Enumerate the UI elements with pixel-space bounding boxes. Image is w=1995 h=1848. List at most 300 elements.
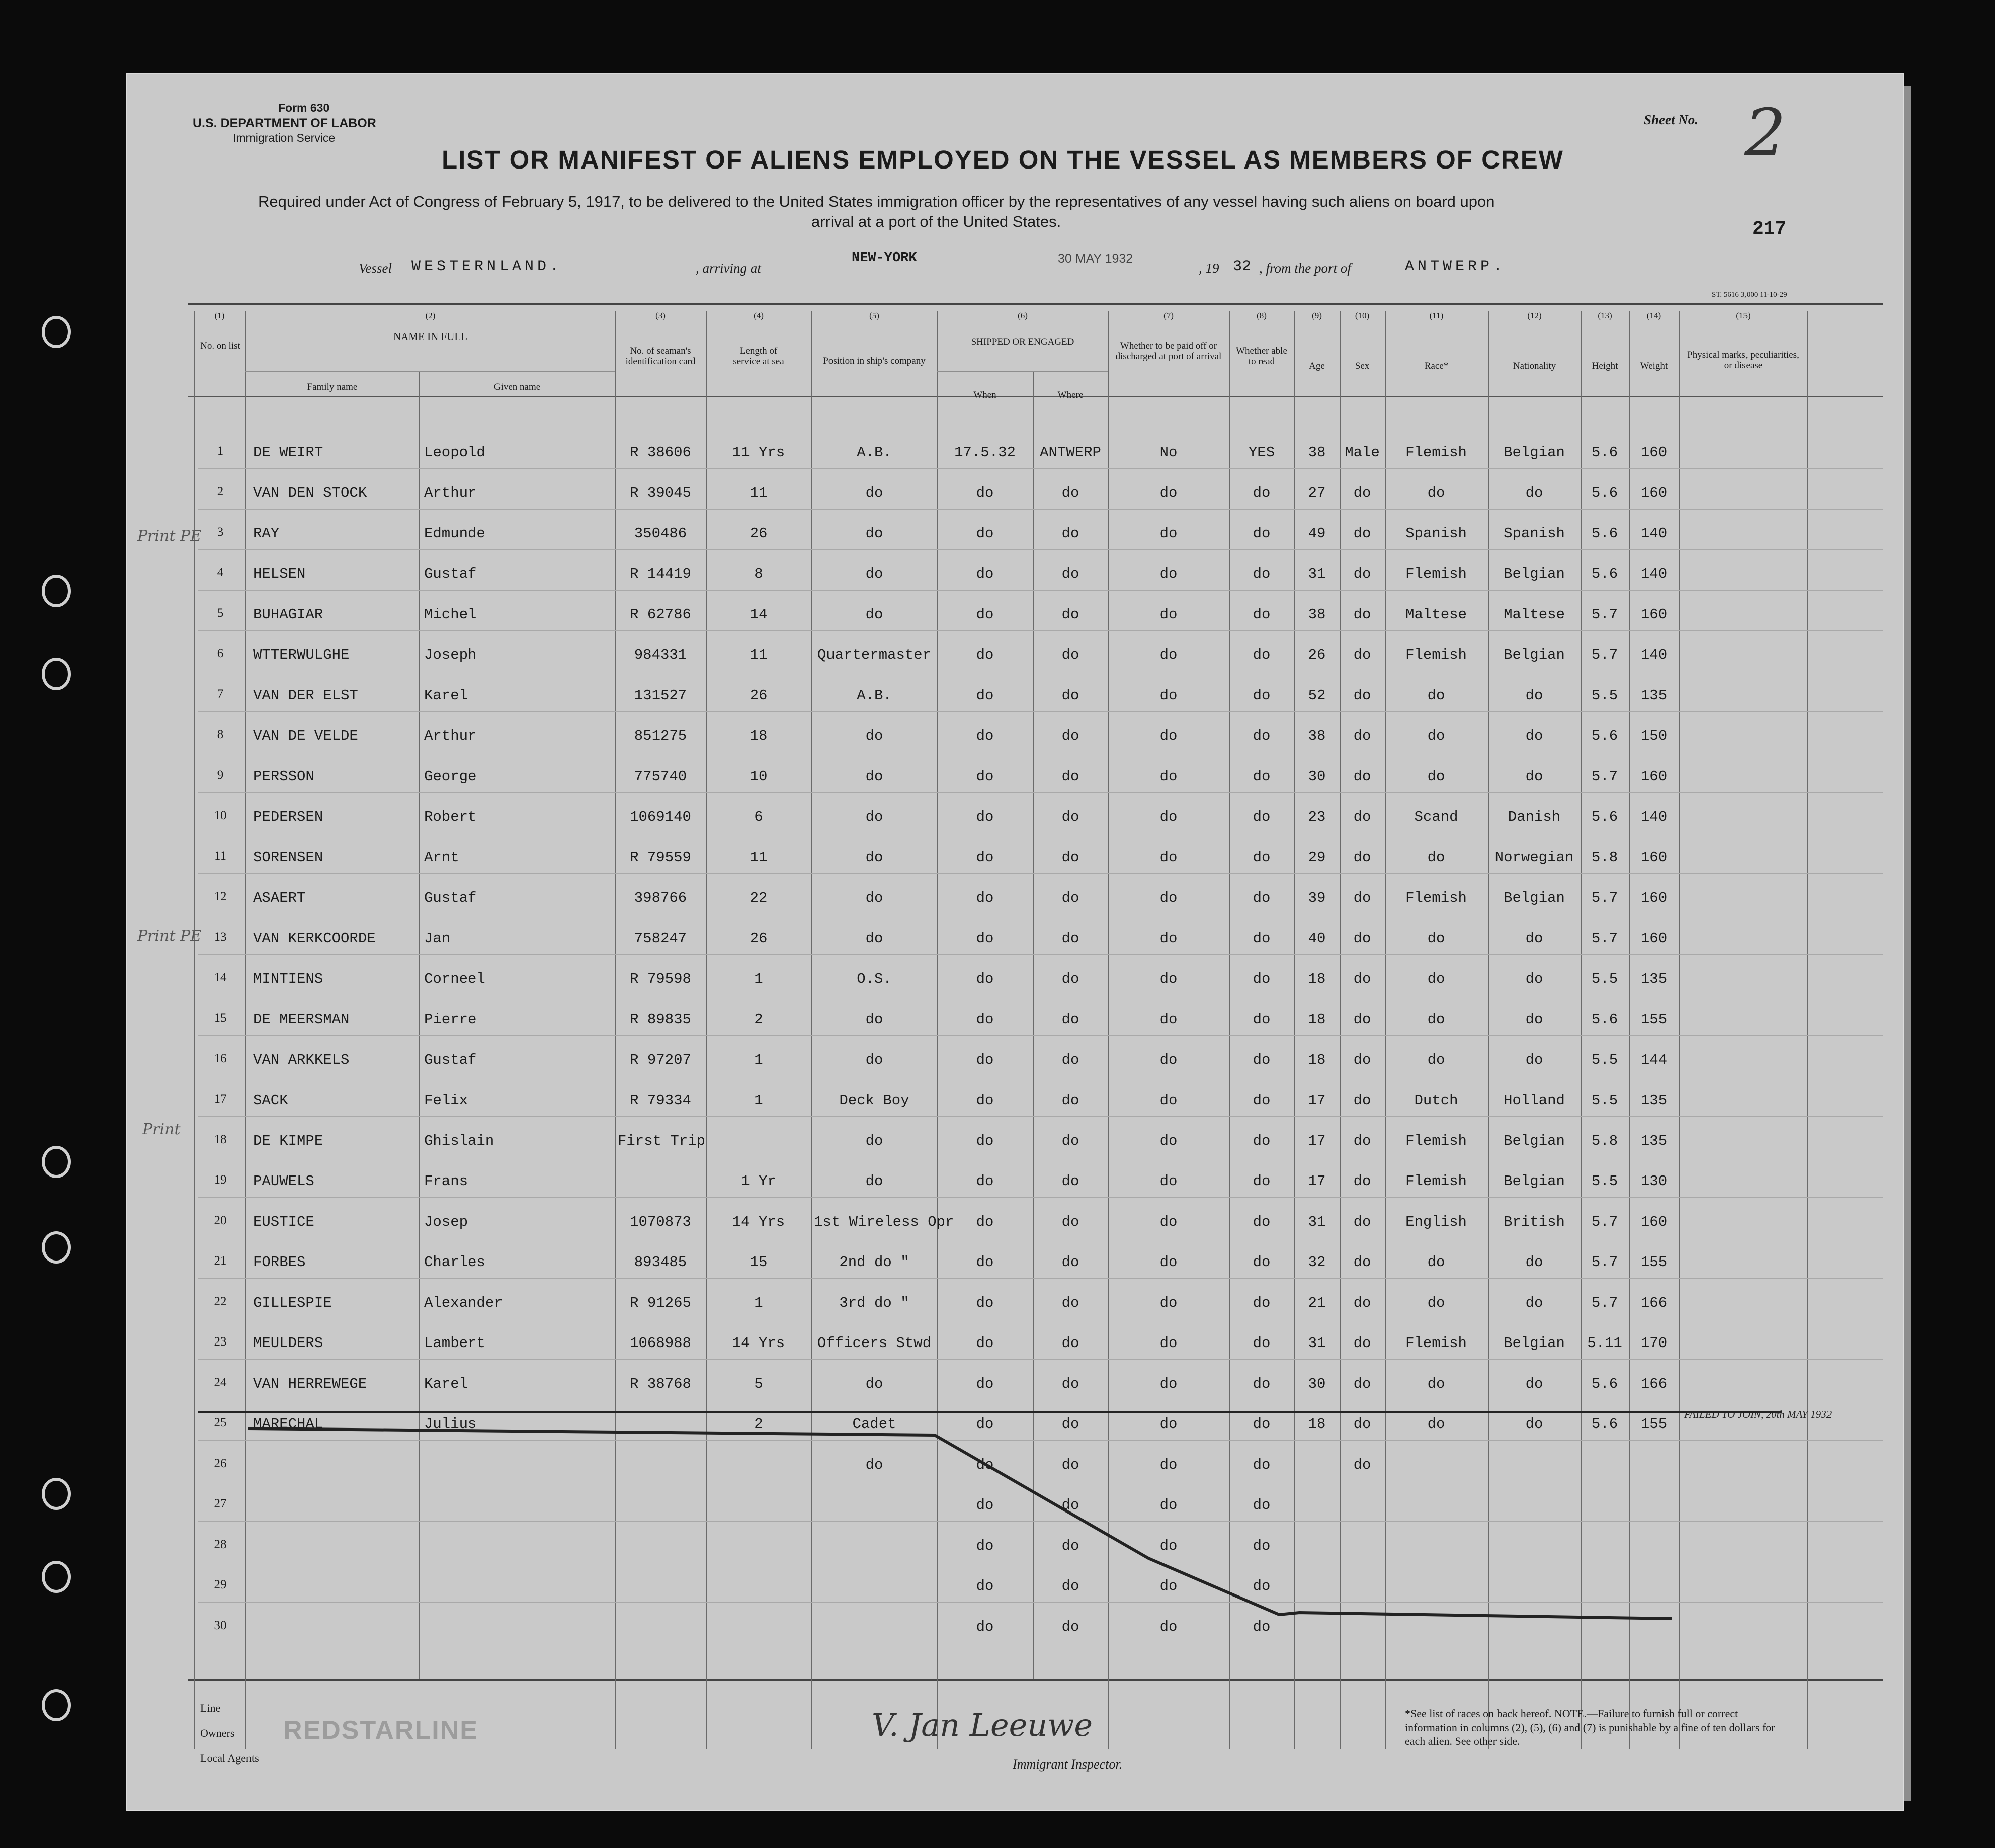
table-cell-race: do: [1427, 1051, 1445, 1068]
punch-hole-icon: [42, 1561, 71, 1593]
table-cell-read: do: [1253, 565, 1271, 582]
table-cell-service: 6: [754, 808, 763, 825]
punch-hole-icon: [42, 575, 71, 607]
table-cell-when: do: [976, 606, 994, 623]
table-cell-family: HELSEN: [253, 565, 306, 582]
table-cell-race: Flemish: [1405, 646, 1467, 663]
table-cell-given: Julius: [424, 1416, 477, 1433]
table-cell-card: 775740: [634, 768, 687, 785]
table-cell-height: 5.6: [1591, 727, 1618, 744]
table-cell-position: Cadet: [852, 1416, 896, 1433]
table-cell-given: Michel: [424, 606, 477, 623]
table-cell-card: 984331: [634, 646, 687, 663]
manifest-sheet: [126, 73, 1904, 1811]
page-title: LIST OR MANIFEST OF ALIENS EMPLOYED ON THE VESSEL AS MEMBERS OF CREW: [442, 145, 1564, 174]
table-cell-weight: 135: [1640, 687, 1668, 704]
table-cell-when: do: [976, 1335, 994, 1352]
col-num-7: (7): [1163, 311, 1174, 320]
col-num-8: (8): [1257, 311, 1267, 320]
table-cell-family: GILLESPIE: [253, 1294, 332, 1311]
table-cell-paid: do: [1159, 727, 1178, 744]
table-cell-family: FORBES: [253, 1254, 306, 1271]
table-cell-where: do: [1061, 687, 1079, 704]
table-cell-height: 5.7: [1591, 768, 1618, 785]
table-cell-nationality: do: [1525, 727, 1543, 744]
year-prefix: , 19: [1199, 261, 1219, 276]
table-cell-card: 350486: [634, 525, 687, 542]
table-cell-given: Joseph: [424, 646, 477, 663]
table-cell-paid: do: [1159, 1456, 1178, 1473]
col-num-1: (1): [214, 311, 225, 320]
col-num-3: (3): [655, 311, 666, 320]
table-cell-nationality: Belgian: [1504, 646, 1565, 663]
table-cell-height: 5.7: [1591, 1294, 1618, 1311]
table-cell-height: 5.6: [1591, 808, 1618, 825]
col-head-no: No. on list: [200, 341, 240, 351]
table-cell-read: YES: [1248, 444, 1275, 461]
table-cell-card: R 79559: [630, 849, 691, 866]
table-cell-when: do: [976, 727, 994, 744]
table-cell-where: do: [1061, 768, 1079, 785]
owner-stamp: REDSTARLINE: [283, 1716, 478, 1745]
table-cell-no: 15: [214, 1011, 227, 1025]
table-cell-sex: do: [1353, 1294, 1371, 1311]
table-cell-race: Flemish: [1405, 889, 1467, 906]
table-cell-height: 5.11: [1587, 1335, 1622, 1352]
table-cell-read: do: [1253, 1132, 1271, 1149]
table-cell-when: do: [976, 484, 994, 501]
subtitle-line-1: Required under Act of Congress of February 5, 1917, to be delivered to the United States immigration officer by the representatives of any vessel having such aliens on board upon: [258, 193, 1495, 210]
table-cell-card: R 39045: [630, 484, 691, 501]
table-cell-height: 5.6: [1591, 1011, 1618, 1028]
table-cell-sex: do: [1353, 1456, 1371, 1473]
table-cell-family: ASAERT: [253, 889, 306, 906]
table-cell-given: Gustaf: [424, 889, 477, 906]
table-cell-card: 1068988: [630, 1335, 691, 1352]
print-code: ST. 5616 3,000 11-10-29: [1712, 291, 1787, 299]
table-cell-read: do: [1253, 768, 1271, 785]
table-cell-nationality: do: [1525, 1254, 1543, 1271]
table-cell-sex: do: [1353, 1132, 1371, 1149]
punch-hole-icon: [42, 658, 71, 690]
table-cell-given: Jan: [424, 930, 451, 947]
table-cell-service: 1: [754, 1092, 763, 1109]
col-num-6: (6): [1018, 311, 1028, 320]
col-num-10: (10): [1355, 311, 1370, 320]
table-cell-race: do: [1427, 768, 1445, 785]
table-cell-sex: do: [1353, 1416, 1371, 1433]
table-cell-no: 25: [214, 1416, 227, 1430]
table-cell-nationality: British: [1504, 1213, 1565, 1230]
table-cell-read: do: [1253, 1618, 1271, 1635]
table-cell-nationality: Holland: [1504, 1092, 1565, 1109]
table-cell-position: 2nd do ": [839, 1254, 909, 1271]
col-head-service: Length of service at sea: [733, 346, 784, 367]
table-cell-nationality: do: [1525, 930, 1543, 947]
table-cell-when: do: [976, 1497, 994, 1514]
table-cell-given: George: [424, 768, 477, 785]
table-cell-paid: do: [1159, 1618, 1178, 1635]
table-cell-no: 26: [214, 1456, 227, 1470]
col-head-paid: Whether to be paid off or discharged at port of arrival: [1115, 341, 1222, 362]
table-cell-given: Ghislain: [424, 1132, 494, 1149]
table-cell-no: 18: [214, 1132, 227, 1146]
table-cell-given: Charles: [424, 1254, 485, 1271]
table-cell-race: Maltese: [1405, 606, 1467, 623]
table-cell-no: 1: [217, 444, 224, 458]
table-cell-when: do: [976, 687, 994, 704]
table-cell-height: 5.7: [1591, 646, 1618, 663]
table-cell-nationality: Belgian: [1504, 1335, 1565, 1352]
table-cell-age: 38: [1308, 727, 1326, 744]
table-cell-sex: do: [1353, 606, 1371, 623]
table-cell-nationality: do: [1525, 1294, 1543, 1311]
table-cell-given: Gustaf: [424, 1051, 477, 1068]
table-cell-weight: 144: [1640, 1051, 1668, 1068]
table-cell-read: do: [1253, 646, 1271, 663]
table-cell-age: 40: [1308, 930, 1326, 947]
table-cell-position: A.B.: [857, 444, 892, 461]
table-cell-read: do: [1253, 606, 1271, 623]
table-cell-read: do: [1253, 1051, 1271, 1068]
table-cell-no: 6: [217, 646, 224, 660]
table-cell-read: do: [1253, 889, 1271, 906]
table-cell-service: 26: [750, 525, 768, 542]
margin-mark: Print PE: [137, 927, 202, 945]
table-cell-height: 5.6: [1591, 1416, 1618, 1433]
table-cell-position: do: [865, 930, 883, 947]
table-cell-weight: 160: [1640, 484, 1668, 501]
table-cell-when: do: [976, 1578, 994, 1594]
table-cell-race: Flemish: [1405, 1173, 1467, 1190]
table-cell-no: 11: [214, 849, 227, 863]
table-cell-read: do: [1253, 727, 1271, 744]
table-cell-given: Felix: [424, 1092, 468, 1109]
table-cell-read: do: [1253, 525, 1271, 542]
table-cell-weight: 140: [1640, 808, 1668, 825]
table-cell-given: Karel: [424, 687, 468, 704]
table-cell-position: do: [865, 606, 883, 623]
table-cell-age: 38: [1308, 606, 1326, 623]
punch-hole-icon: [42, 1146, 71, 1178]
table-cell-weight: 140: [1640, 646, 1668, 663]
vessel-name: WESTERNLAND.: [411, 258, 563, 275]
cancellation-line: [127, 74, 1903, 1810]
table-cell-service: 11 Yrs: [732, 444, 785, 461]
table-cell-race: Spanish: [1405, 525, 1467, 542]
table-cell-read: do: [1253, 1375, 1271, 1392]
table-cell-race: do: [1427, 849, 1445, 866]
table-cell-height: 5.5: [1591, 1051, 1618, 1068]
table-cell-where: ANTWERP: [1040, 444, 1101, 461]
col-head-marks: Physical marks, peculiarities, or disease: [1687, 350, 1799, 371]
table-cell-where: do: [1061, 1092, 1079, 1109]
table-cell-position: do: [865, 808, 883, 825]
col-head-height: Height: [1592, 361, 1618, 371]
table-cell-race: do: [1427, 1416, 1445, 1433]
table-cell-card: 851275: [634, 727, 687, 744]
table-cell-sex: do: [1353, 646, 1371, 663]
col-head-read: Whether able to read: [1236, 346, 1287, 367]
date-stamp: 30 MAY 1932: [1058, 251, 1133, 266]
table-cell-when: do: [976, 1456, 994, 1473]
table-cell-nationality: Belgian: [1504, 565, 1565, 582]
table-cell-weight: 170: [1640, 1335, 1668, 1352]
table-cell-weight: 160: [1640, 930, 1668, 947]
table-cell-read: do: [1253, 1456, 1271, 1473]
table-cell-service: 2: [754, 1011, 763, 1028]
table-cell-family: PAUWELS: [253, 1173, 314, 1190]
table-cell-weight: 155: [1640, 1416, 1668, 1433]
table-cell-where: do: [1061, 1335, 1079, 1352]
table-cell-card: 1070873: [630, 1213, 691, 1230]
table-cell-height: 5.7: [1591, 1213, 1618, 1230]
table-cell-paid: do: [1159, 1132, 1178, 1149]
table-cell-age: 31: [1308, 565, 1326, 582]
table-cell-given: Arthur: [424, 727, 477, 744]
table-cell-nationality: Belgian: [1504, 444, 1565, 461]
table-cell-read: do: [1253, 484, 1271, 501]
punch-hole-icon: [42, 316, 71, 348]
table-cell-when: do: [976, 1537, 994, 1554]
table-cell-card: 893485: [634, 1254, 687, 1271]
table-cell-age: 27: [1308, 484, 1326, 501]
table-cell-when: 17.5.32: [954, 444, 1016, 461]
table-cell-height: 5.5: [1591, 1173, 1618, 1190]
table-cell-read: do: [1253, 1578, 1271, 1594]
table-cell-card: R 62786: [630, 606, 691, 623]
table-cell-height: 5.7: [1591, 930, 1618, 947]
table-cell-race: do: [1427, 484, 1445, 501]
table-cell-age: 17: [1308, 1173, 1326, 1190]
table-cell-no: 29: [214, 1578, 227, 1591]
table-cell-race: Scand: [1414, 808, 1458, 825]
table-cell-family: MINTIENS: [253, 970, 323, 987]
table-cell-given: Arthur: [424, 484, 477, 501]
table-cell-no: 5: [217, 606, 224, 620]
table-cell-sex: do: [1353, 1254, 1371, 1271]
col-num-12: (12): [1527, 311, 1542, 320]
table-cell-position: 1st Wireless Opr: [814, 1213, 954, 1230]
table-cell-when: do: [976, 1092, 994, 1109]
table-cell-sex: do: [1353, 1213, 1371, 1230]
table-cell-where: do: [1061, 1011, 1079, 1028]
form-number: Form 630: [278, 101, 330, 114]
col-num-4: (4): [754, 311, 764, 320]
table-cell-where: do: [1061, 525, 1079, 542]
col-head-where: Where: [1057, 390, 1084, 400]
table-cell-family: BUHAGIAR: [253, 606, 323, 623]
table-cell-service: 14 Yrs: [732, 1213, 785, 1230]
table-cell-position: do: [865, 727, 883, 744]
table-cell-family: RAY: [253, 525, 280, 542]
col-num-9: (9): [1312, 311, 1322, 320]
table-cell-no: 20: [214, 1213, 227, 1227]
page-number: 217: [1752, 218, 1787, 240]
table-cell-sex: do: [1353, 484, 1371, 501]
table-cell-read: do: [1253, 1213, 1271, 1230]
table-cell-card: 758247: [634, 930, 687, 947]
col-head-when: When: [973, 390, 996, 400]
table-cell-when: do: [976, 1213, 994, 1230]
inspector-label: Immigrant Inspector.: [1013, 1757, 1123, 1772]
table-cell-age: 18: [1308, 970, 1326, 987]
table-cell-where: do: [1061, 484, 1079, 501]
table-cell-no: 19: [214, 1173, 227, 1187]
table-cell-given: Karel: [424, 1375, 468, 1392]
from-label: , from the port of: [1259, 261, 1351, 276]
table-cell-height: 5.5: [1591, 687, 1618, 704]
table-cell-given: Lambert: [424, 1335, 485, 1352]
table-cell-family: DE KIMPE: [253, 1132, 323, 1149]
table-cell-weight: 160: [1640, 849, 1668, 866]
table-cell-when: do: [976, 1254, 994, 1271]
table-cell-position: Quartermaster: [817, 646, 932, 663]
table-cell-position: do: [865, 849, 883, 866]
table-cell-card: 131527: [634, 687, 687, 704]
table-cell-nationality: Belgian: [1504, 889, 1565, 906]
table-cell-height: 5.6: [1591, 525, 1618, 542]
table-cell-position: do: [865, 1375, 883, 1392]
col-head-family: Family name: [307, 382, 358, 392]
table-cell-age: 31: [1308, 1335, 1326, 1352]
table-cell-where: do: [1061, 1618, 1079, 1635]
table-cell-given: Frans: [424, 1173, 468, 1190]
table-cell-service: 26: [750, 930, 768, 947]
table-cell-position: Officers Stwd: [817, 1335, 932, 1352]
table-cell-height: 5.7: [1591, 606, 1618, 623]
table-cell-given: Corneel: [424, 970, 485, 987]
table-cell-no: 17: [214, 1092, 227, 1106]
col-head-race: Race*: [1424, 361, 1449, 371]
table-cell-sex: do: [1353, 849, 1371, 866]
table-cell-family: DE MEERSMAN: [253, 1011, 350, 1028]
table-cell-race: Flemish: [1405, 565, 1467, 582]
vessel-label: Vessel: [359, 261, 392, 276]
subtitle-line-2: arrival at a port of the United States.: [811, 213, 1061, 230]
table-cell-when: do: [976, 849, 994, 866]
table-cell-no: 3: [217, 525, 224, 539]
table-cell-nationality: do: [1525, 970, 1543, 987]
table-cell-sex: do: [1353, 1051, 1371, 1068]
table-cell-no: 23: [214, 1335, 227, 1349]
table-cell-service: 1: [754, 970, 763, 987]
table-cell-family: EUSTICE: [253, 1213, 314, 1230]
table-cell-weight: 160: [1640, 606, 1668, 623]
table-cell-where: do: [1061, 1537, 1079, 1554]
table-cell-paid: do: [1159, 646, 1178, 663]
table-cell-age: 49: [1308, 525, 1326, 542]
table-cell-where: do: [1061, 970, 1079, 987]
table-cell-service: 5: [754, 1375, 763, 1392]
table-cell-age: 18: [1308, 1416, 1326, 1433]
table-cell-height: 5.8: [1591, 1132, 1618, 1149]
table-cell-where: do: [1061, 1416, 1079, 1433]
table-cell-paid: do: [1159, 930, 1178, 947]
table-cell-sex: do: [1353, 525, 1371, 542]
col-num-5: (5): [869, 311, 879, 320]
table-cell-family: SORENSEN: [253, 849, 323, 866]
table-cell-where: do: [1061, 565, 1079, 582]
table-cell-paid: do: [1159, 565, 1178, 582]
table-cell-family: DE WEIRT: [253, 444, 323, 461]
table-cell-read: do: [1253, 1254, 1271, 1271]
table-cell-no: 30: [214, 1618, 227, 1632]
table-cell-when: do: [976, 1294, 994, 1311]
table-cell-height: 5.8: [1591, 849, 1618, 866]
table-cell-position: do: [865, 1132, 883, 1149]
table-cell-when: do: [976, 889, 994, 906]
table-cell-family: VAN HERREWEGE: [253, 1375, 367, 1392]
table-cell-nationality: do: [1525, 484, 1543, 501]
table-cell-sex: do: [1353, 930, 1371, 947]
table-cell-sex: do: [1353, 1011, 1371, 1028]
table-cell-age: 17: [1308, 1132, 1326, 1149]
department-name: U.S. DEPARTMENT OF LABOR: [193, 116, 376, 130]
table-cell-when: do: [976, 808, 994, 825]
table-cell-read: do: [1253, 1173, 1271, 1190]
table-cell-paid: do: [1159, 1497, 1178, 1514]
table-cell-age: 52: [1308, 687, 1326, 704]
table-cell-read: do: [1253, 1335, 1271, 1352]
table-cell-where: do: [1061, 889, 1079, 906]
table-cell-card: First Trip: [618, 1132, 706, 1149]
col-num-15: (15): [1736, 311, 1751, 320]
table-cell-nationality: Belgian: [1504, 1173, 1565, 1190]
table-cell-sex: do: [1353, 565, 1371, 582]
table-cell-read: do: [1253, 1497, 1271, 1514]
table-cell-where: do: [1061, 1294, 1079, 1311]
table-cell-position: A.B.: [857, 687, 892, 704]
table-cell-given: Josep: [424, 1213, 468, 1230]
table-cell-position: do: [865, 565, 883, 582]
col-head-position: Position in ship's company: [823, 356, 926, 366]
table-cell-read: do: [1253, 930, 1271, 947]
table-cell-race: do: [1427, 1294, 1445, 1311]
table-cell-paid: No: [1159, 444, 1178, 461]
table-cell-nationality: do: [1525, 1375, 1543, 1392]
table-cell-race: do: [1427, 687, 1445, 704]
table-cell-position: do: [865, 1011, 883, 1028]
table-cell-service: 1: [754, 1051, 763, 1068]
table-cell-paid: do: [1159, 889, 1178, 906]
table-cell-sex: Male: [1345, 444, 1380, 461]
table-cell-where: do: [1061, 1254, 1079, 1271]
table-cell-where: do: [1061, 606, 1079, 623]
table-cell-weight: 155: [1640, 1254, 1668, 1271]
table-cell-read: do: [1253, 1011, 1271, 1028]
table-cell-position: do: [865, 768, 883, 785]
col-num-2: (2): [425, 311, 436, 320]
col-num-13: (13): [1598, 311, 1612, 320]
table-cell-family: VAN DER ELST: [253, 687, 358, 704]
table-cell-given: Gustaf: [424, 565, 477, 582]
table-cell-when: do: [976, 1132, 994, 1149]
col-head-weight: Weight: [1640, 361, 1668, 371]
table-cell-race: do: [1427, 970, 1445, 987]
table-cell-nationality: Norwegian: [1494, 849, 1574, 866]
table-cell-card: R 14419: [630, 565, 691, 582]
failed-to-join-note: FAILED TO JOIN, 20th MAY 1932: [1684, 1408, 1832, 1420]
table-cell-race: do: [1427, 1011, 1445, 1028]
table-cell-paid: do: [1159, 1011, 1178, 1028]
table-cell-race: do: [1427, 727, 1445, 744]
table-cell-family: WTTERWULGHE: [253, 646, 350, 663]
table-cell-sex: do: [1353, 687, 1371, 704]
table-cell-nationality: Spanish: [1504, 525, 1565, 542]
margin-mark: Print PE: [137, 527, 202, 545]
table-cell-nationality: do: [1525, 687, 1543, 704]
